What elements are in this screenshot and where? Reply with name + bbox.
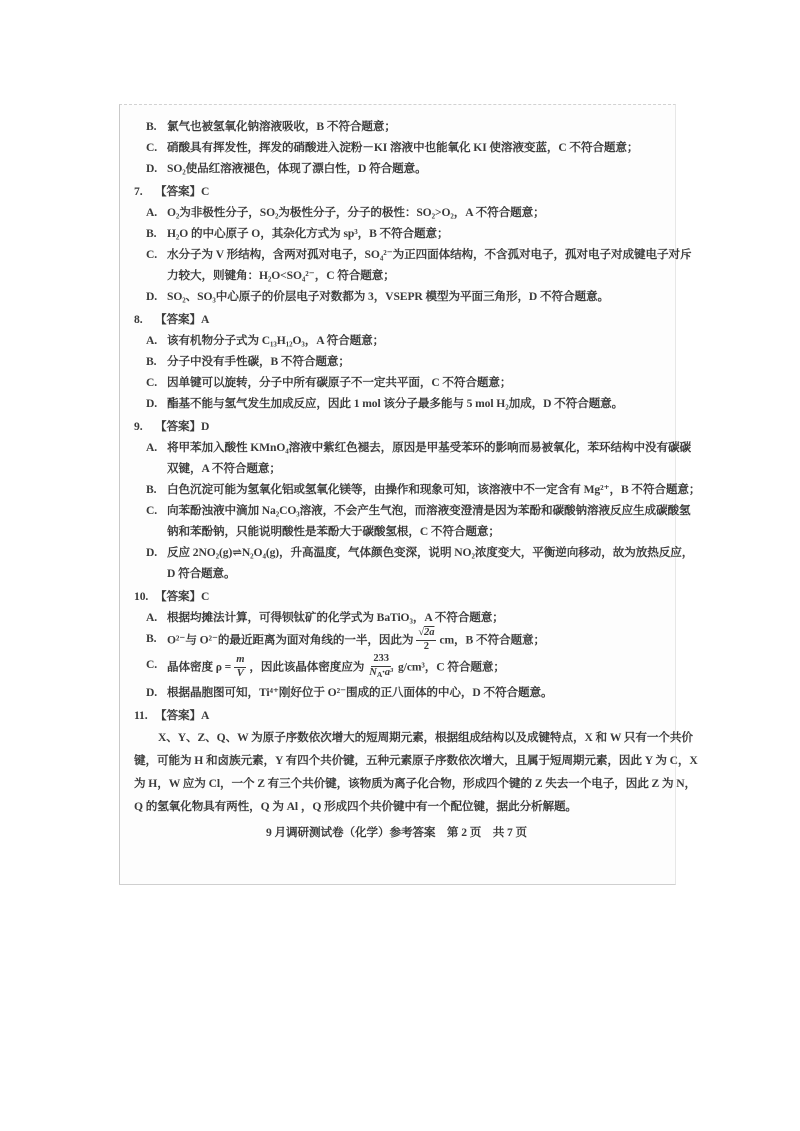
scanned-answer-page <box>119 104 701 885</box>
option-text-line1: 水分子为 V 形结构，含两对孤对电子，SO₄²⁻为正四面体结构，不含孤对电子，孤对电子对成键电子对斥 <box>167 248 692 261</box>
option-text: 该有机物分子式为 C₁₃H₁₂O₃，A 符合题意； <box>167 334 385 347</box>
paragraph-line: Q 的氢氧化物具有两性，Q 为 Al ，Q 形成四个共价键中有一个配位键，据此分析解题。 <box>134 800 577 813</box>
denominator <box>367 667 395 682</box>
q9-option-d <box>146 542 694 584</box>
q8-answer-heading <box>134 309 659 330</box>
numerator: 233 <box>371 653 391 667</box>
denominator: 2 <box>423 640 429 652</box>
paragraph-line: X、Y、Z、Q、W 为原子序数依次增大的短周期元素，根据组成结构以及成键特点，X 和 W 只有一个共价 <box>158 731 693 744</box>
answer-text: 【答案】D <box>155 420 210 433</box>
page-footer: 9 月调研测试卷（化学）参考答案 第 2 页 共 7 页 <box>266 826 527 839</box>
option-text: 硝酸具有挥发性，挥发的硝酸进入淀粉－KI 溶液中也能氧化 KI 使溶液变蓝，C 不符合题意； <box>167 141 639 154</box>
q7-answer-heading <box>134 181 659 202</box>
option-label: D. <box>146 290 158 303</box>
paragraph-line: 为 H，W 应为 Cl，一个 Z 有三个共价键，该物质为离子化合物，形成四个键的 Z 失去一个电子，因此 Z 为 N， <box>134 777 696 790</box>
q7-option-a <box>146 202 659 223</box>
q6-option-b <box>146 116 659 137</box>
option-text-mid: ，因此该晶体密度应为 <box>249 660 365 674</box>
question-number: 9. <box>134 420 143 433</box>
option-text: SO₂、SO₃中心原子的价层电子对数都为 3，VSEPR 模型为平面三角形，D 不符合题意。 <box>167 290 609 303</box>
option-label: C. <box>146 658 158 671</box>
answer-text: 【答案】A <box>155 709 210 722</box>
q10-answer-heading <box>134 586 659 607</box>
option-label: B. <box>146 120 157 133</box>
q7-option-b <box>146 223 659 244</box>
option-label: B. <box>146 483 157 496</box>
option-text-pre: 晶体密度 ρ = <box>167 660 232 674</box>
option-text: SO₂使品红溶液褪色，体现了漂白性，D 符合题意。 <box>167 162 427 175</box>
answer-text: 【答案】A <box>155 313 210 326</box>
option-label: D. <box>146 397 158 410</box>
q11-answer-heading <box>134 705 659 726</box>
option-text-line1: 将甲苯加入酸性 KMnO₄溶液中紫红色褪去，原因是甲基受苯环的影响而易被氧化，苯环结构中没有碳碳 <box>167 441 691 454</box>
q9-option-a <box>146 437 691 479</box>
option-text: H₂O 的中心原子 O，其杂化方式为 sp³，B 不符合题意； <box>167 227 449 240</box>
option-text-pre: O²⁻与 O²⁻的最近距离为面对角线的一半，因此为 <box>167 633 414 647</box>
option-text: 根据均摊法计算，可得钡钛矿的化学式为 BaTiO₃，A 不符合题意； <box>167 611 504 624</box>
denominator-rest: ·a³ <box>382 666 393 678</box>
option-text: 氯气也被氢氧化钠溶液吸收，B 不符合题意； <box>167 120 396 133</box>
q10-option-b <box>146 628 659 654</box>
option-text-line2: 双键，A 不符合题意； <box>167 462 281 475</box>
numerator: m <box>234 654 246 668</box>
q8-option-b <box>146 351 659 372</box>
q8-option-d <box>146 393 659 414</box>
option-label: A. <box>146 206 158 219</box>
sqrt-sign: √ <box>418 627 425 638</box>
option-label: D. <box>146 162 158 175</box>
option-label: A. <box>146 441 158 454</box>
q9-option-c <box>146 500 691 542</box>
question-number: 7. <box>134 185 143 198</box>
q10-option-d <box>146 682 659 703</box>
avogadro-subscript: A <box>376 669 383 679</box>
q8-option-a <box>146 330 659 351</box>
option-text: 酯基不能与氢气发生加成反应，因此 1 mol 该分子最多能与 5 mol H₂加成，D 不符合题意。 <box>167 397 624 410</box>
q7-option-d <box>146 286 659 307</box>
answer-text: 【答案】C <box>155 590 210 603</box>
q8-option-c <box>146 372 659 393</box>
question-number: 11. <box>134 709 148 722</box>
fraction-sqrt2a-over-2 <box>416 627 436 653</box>
option-text-line2: 钠和苯酚钠，只能说明酸性是苯酚大于碳酸氢根，C 不符合题意； <box>167 525 500 538</box>
q9-answer-heading <box>134 416 659 437</box>
answer-text: 【答案】C <box>155 185 210 198</box>
fraction-233-over-naa3 <box>367 653 395 681</box>
q6-option-d <box>146 158 659 179</box>
denominator: V <box>236 667 244 679</box>
option-text-line1: 向苯酚浊液中滴加 Na₂CO₃溶液，不会产生气泡，而溶液变澄清是因为苯酚和碳酸钠溶液反应生成碳酸氢 <box>167 504 691 517</box>
option-label: C. <box>146 376 158 389</box>
q10-option-a <box>146 607 659 628</box>
option-text-post: cm，B 不符合题意； <box>439 633 545 647</box>
option-label: C. <box>146 141 158 154</box>
option-text-post: g/cm³，C 符合题意； <box>398 660 505 674</box>
avogadro-n: N <box>369 666 377 678</box>
question-number: 8. <box>134 313 143 326</box>
option-text-line2: D 符合题意。 <box>167 567 236 580</box>
q6-option-c <box>146 137 659 158</box>
option-label: B. <box>146 355 157 368</box>
option-label: B. <box>146 227 157 240</box>
option-label: D. <box>146 686 158 699</box>
option-text: O₂为非极性分子，SO₂为极性分子，分子的极性：SO₂>O₂，A 不符合题意； <box>167 206 545 219</box>
option-label: B. <box>146 632 157 645</box>
option-text: 因单键可以旋转，分子中所有碳原子不一定共平面，C 不符合题意； <box>167 376 512 389</box>
question-number: 10. <box>134 590 149 603</box>
option-label: C. <box>146 248 158 261</box>
q9-option-b <box>146 479 701 500</box>
q10-option-c <box>146 654 659 682</box>
q7-option-c <box>146 244 692 286</box>
radicand: 2a <box>424 627 435 638</box>
option-text: 白色沉淀可能为氢氧化铝或氢氧化镁等，由操作和现象可知，该溶液中不一定含有 Mg²⁺，B 不符合题意； <box>167 483 701 496</box>
option-text-line2: 力较大，则键角：H₂O<SO₄²⁻，C 符合题意； <box>167 269 395 282</box>
option-text: 分子中没有手性碳，B 不符合题意； <box>167 355 350 368</box>
q11-explanation-paragraph <box>134 726 698 818</box>
fraction-m-over-v <box>234 654 246 680</box>
option-label: A. <box>146 334 158 347</box>
paragraph-line: 键，可能为 H 和卤族元素，Y 有四个共价键，五种元素原子序数依次增大，且属于短周期元素，因此 Y 为 C，X <box>134 754 698 767</box>
option-label: A. <box>146 611 158 624</box>
option-label: D. <box>146 546 158 559</box>
option-label: C. <box>146 504 158 517</box>
option-text-line1: 反应 2NO₂(g)⇌N₂O₄(g)，升高温度，气体颜色变深，说明 NO₂浓度变大，平衡逆向移动，故为放热反应， <box>167 546 694 559</box>
option-text: 根据晶胞图可知，Ti⁴⁺刚好位于 O²⁻围成的正八面体的中心，D 不符合题意。 <box>167 686 553 699</box>
